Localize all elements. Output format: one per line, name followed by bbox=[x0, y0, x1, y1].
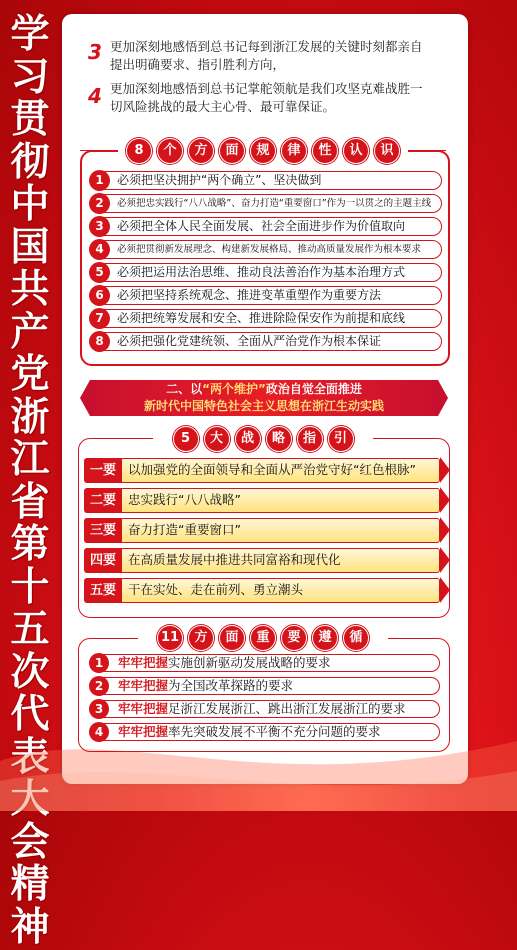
item-text: 率先突破发展不平衡不充分问题的要求 bbox=[168, 724, 381, 739]
principle-item bbox=[90, 677, 440, 695]
item-text: 实施创新驱动发展战略的要求 bbox=[168, 655, 331, 670]
principle-item bbox=[90, 700, 440, 718]
list-item bbox=[90, 217, 442, 236]
guideline-row bbox=[84, 488, 440, 513]
principle-item bbox=[90, 654, 440, 672]
banner-left-tip bbox=[80, 380, 90, 416]
guideline-row bbox=[84, 518, 440, 543]
section-banner bbox=[90, 380, 438, 416]
heading-char: 识 bbox=[374, 138, 400, 164]
item-number: 1 bbox=[89, 653, 109, 673]
item-number: 7 bbox=[89, 308, 110, 329]
list-item bbox=[90, 286, 442, 305]
heading-char: 方 bbox=[188, 625, 214, 651]
heading-char: 要 bbox=[281, 625, 307, 651]
item-number: 4 bbox=[88, 84, 102, 108]
heading-char: 引 bbox=[328, 426, 354, 452]
list-item bbox=[90, 332, 442, 351]
item-number: 5 bbox=[89, 262, 110, 283]
item-number: 4 bbox=[89, 722, 109, 742]
item-line: 提出明确要求、指引胜利方向， bbox=[110, 57, 286, 72]
item-number: 2 bbox=[89, 193, 110, 214]
heading-char: 指 bbox=[297, 426, 323, 452]
item-number: 2 bbox=[89, 676, 109, 696]
heading-char: 8 bbox=[126, 138, 152, 164]
section-heading-11 bbox=[138, 625, 388, 651]
item-number: 4 bbox=[89, 239, 110, 260]
heading-char: 面 bbox=[219, 625, 245, 651]
banner-right-tip bbox=[438, 380, 448, 416]
item-line: 更加深刻地感悟到总书记每到浙江发展的关键时刻都亲自 bbox=[110, 39, 423, 54]
item-text: 必须把贯彻新发展理念、构建新发展格局、推动高质量发展作为根本要求 bbox=[117, 244, 422, 255]
section-heading-5 bbox=[153, 426, 373, 452]
item-number: 3 bbox=[89, 699, 109, 719]
heading-char: 大 bbox=[204, 426, 230, 452]
guideline-tag: 四要 bbox=[84, 548, 122, 573]
heading-char: 重 bbox=[250, 625, 276, 651]
list-item bbox=[90, 309, 442, 328]
heading-char: 个 bbox=[157, 138, 183, 164]
item-text: 必须把坚决拥护“两个确立”、坚决做到 bbox=[117, 173, 322, 187]
list-item bbox=[90, 171, 442, 190]
item-text: 必须把统筹发展和安全、推进除险保安作为前提和底线 bbox=[117, 311, 406, 325]
heading-char: 5 bbox=[173, 426, 199, 452]
guideline-tag: 三要 bbox=[84, 518, 122, 543]
heading-char: 规 bbox=[250, 138, 276, 164]
list-item bbox=[90, 194, 442, 213]
heading-char: 循 bbox=[343, 625, 369, 651]
section-heading-8 bbox=[118, 138, 408, 164]
banner-highlight: “两个维护” bbox=[202, 382, 266, 396]
item-emphasis: 牢牢把握 bbox=[118, 655, 169, 670]
item-number: 3 bbox=[88, 40, 102, 64]
heading-char: 略 bbox=[266, 426, 292, 452]
guideline-row bbox=[84, 578, 440, 603]
guideline-text: 奋力打造“重要窗口” bbox=[128, 522, 241, 537]
item-text: 足浙江发展浙江、跳出浙江发展浙江的要求 bbox=[168, 701, 406, 716]
heading-char: 律 bbox=[281, 138, 307, 164]
item-text: 必须把全体人民全面发展、社会全面进步作为价值取向 bbox=[117, 219, 406, 233]
side-title: 学习贯彻中国共产党浙江省第十五次代表大会精神 bbox=[10, 12, 50, 950]
heading-char: 性 bbox=[312, 138, 338, 164]
item-number: 8 bbox=[89, 331, 110, 352]
item-text: 必须把忠实践行“八八战略”、奋力打造“重要窗口”作为一以贯之的主题主线 bbox=[117, 198, 432, 209]
guideline-text: 忠实践行“八八战略” bbox=[128, 492, 241, 507]
item-text: 必须把坚持系统观念、推进变革重塑作为重要方法 bbox=[117, 288, 382, 302]
item-text: 必须把强化党建统领、全面从严治党作为根本保证 bbox=[117, 334, 382, 348]
heading-char: 战 bbox=[235, 426, 261, 452]
heading-char: 遵 bbox=[312, 625, 338, 651]
item-number: 1 bbox=[89, 170, 110, 191]
guideline-row bbox=[84, 548, 440, 573]
banner-subtitle: 新时代中国特色社会主义思想在浙江生动实践 bbox=[143, 399, 384, 413]
item-number: 3 bbox=[89, 216, 110, 237]
item-line: 切风险挑战的最大主心骨、最可靠保证。 bbox=[110, 99, 336, 114]
list-item bbox=[90, 263, 442, 282]
item-emphasis: 牢牢把握 bbox=[118, 724, 169, 739]
item-emphasis: 牢牢把握 bbox=[118, 678, 169, 693]
principle-item bbox=[90, 723, 440, 741]
item-number: 6 bbox=[89, 285, 110, 306]
list-item bbox=[90, 240, 442, 259]
guideline-tag: 一要 bbox=[84, 458, 122, 483]
heading-char: 认 bbox=[343, 138, 369, 164]
heading-char: 11 bbox=[157, 625, 183, 651]
item-emphasis: 牢牢把握 bbox=[118, 701, 169, 716]
heading-char: 方 bbox=[188, 138, 214, 164]
guideline-tag: 二要 bbox=[84, 488, 122, 513]
item-text: 为全国改革探路的要求 bbox=[168, 678, 294, 693]
banner-text: 政治自觉全面推进 bbox=[265, 382, 362, 396]
banner-text: 二、以 bbox=[166, 382, 203, 396]
item-line: 更加深刻地感悟到总书记掌舵领航是我们攻坚克难战胜一 bbox=[110, 81, 423, 96]
guideline-tag: 五要 bbox=[84, 578, 122, 603]
guideline-text: 在高质量发展中推进共同富裕和现代化 bbox=[128, 552, 341, 567]
guideline-text: 干在实处、走在前列、勇立潮头 bbox=[128, 582, 304, 597]
guideline-text: 以加强党的全面领导和全面从严治党守好“红色根脉” bbox=[128, 462, 416, 477]
guideline-row bbox=[84, 458, 440, 483]
heading-char: 面 bbox=[219, 138, 245, 164]
item-text: 必须把运用法治思维、推动良法善治作为基本治理方式 bbox=[117, 265, 406, 279]
